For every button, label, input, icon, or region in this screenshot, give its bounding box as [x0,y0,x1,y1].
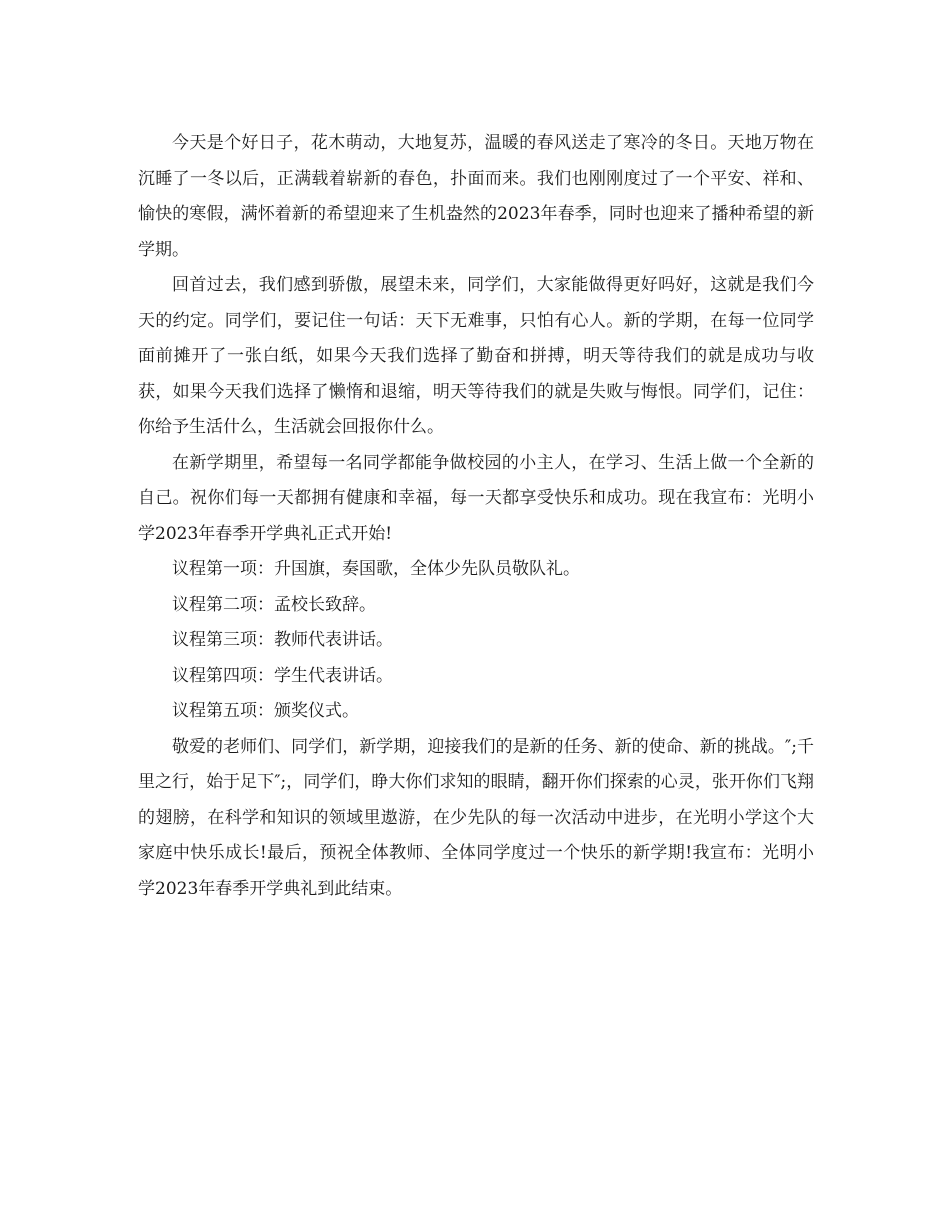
agenda-item-1: 议程第一项：升国旗，奏国歌，全体少先队员敬队礼。 [172,559,580,579]
paragraph-closing: 敬爱的老师们、同学们，新学期，迎接我们的是新的任务、新的使命、新的挑战。″;千里之行，始于足下″;，同学们，睁大你们求知的眼睛，翻开你们探索的心灵，张开你们飞翔的翅膀，在科学和知识的领域里遨游，在少先队的每一次活动中进步，在光明小学这个大家庭中快乐成长!最后，预祝全体教师、全体同学度过一个快乐的新学期!我宣布：光明小学2023年春季开学典礼到此结束。 [138,736,814,899]
document-body [138,126,814,907]
paragraph-review: 回首过去，我们感到骄傲，展望未来，同学们，大家能做得更好吗好，这就是我们今天的约定。同学们，要记住一句话：天下无难事，只怕有心人。新的学期，在每一位同学面前摊开了一张白纸，如果今天我们选择了勤奋和拼搏，明天等待我们的就是成功与收获，如果今天我们选择了懒惰和退缩，明天等待我们的就是失败与悔恨。同学们，记住：你给予生活什么，生活就会回报你什么。 [138,275,814,437]
agenda-item-3: 议程第三项：教师代表讲话。 [172,630,393,650]
paragraph-opening: 今天是个好日子，花木萌动，大地复苏，温暖的春风送走了寒冷的冬日。天地万物在沉睡了一冬以后，正满载着崭新的春色，扑面而来。我们也刚刚度过了一个平安、祥和、愉快的寒假，满怀着新的希望迎来了生机盎然的2023年春季，同时也迎来了播种希望的新学期。 [138,133,814,260]
agenda-item-5: 议程第五项：颁奖仪式。 [172,701,359,721]
paragraph-hope: 在新学期里，希望每一名同学都能争做校园的小主人，在学习、生活上做一个全新的自己。祝你们每一天都拥有健康和幸福，每一天都享受快乐和成功。现在我宣布：光明小学2023年春季开学典礼正式开始! [138,452,814,544]
agenda-item-4: 议程第四项：学生代表讲话。 [172,665,393,686]
agenda-item-2: 议程第二项：孟校长致辞。 [172,594,376,615]
